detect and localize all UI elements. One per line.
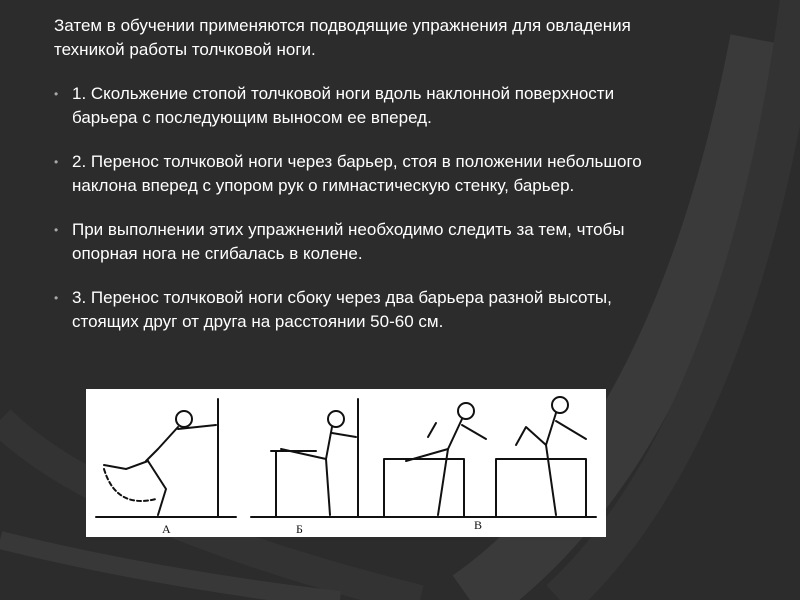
bullet-marker: • [54,87,59,101]
bullet-item [42,286,642,334]
bullet-text: 1. Скольжение стопой толчковой ноги вдоль наклонной поверхности барьера с последующим выносом ее вперед. [72,84,615,127]
bullet-marker: • [54,223,59,237]
bullet-marker: • [54,291,59,305]
figure-a-leg-swing [104,461,148,469]
figure-a-trajectory [104,469,156,501]
bullet-item [42,218,642,266]
figure-b-head [328,411,344,427]
bullet-text: 3. Перенос толчковой ноги сбоку через два барьера разной высоты, стоящих друг от друга на расстоянии 50-60 см. [72,288,612,331]
bullet-text: При выполнении этих упражнений необходимо следить за тем, чтобы опорная нога не сгибалась в колене. [72,220,625,263]
exercise-illustration [86,389,606,537]
figure-label-b: Б [296,522,303,536]
figure-label-c: В [474,518,483,532]
exercise-drawing [86,389,606,537]
barrier-c1 [384,459,464,517]
figure-b-leg-support [326,459,330,515]
figure-label-a: А [162,522,171,536]
figure-c2-torso [546,413,556,445]
figure-a-leg-support [148,461,166,515]
bullet-item [42,150,642,198]
bullet-marker: • [54,155,59,169]
figure-c2-head [552,397,568,413]
figure-c2-leg-support [546,445,556,515]
figure-a-torso [146,427,178,461]
intro-paragraph: Затем в обучении применяются подводящие упражнения для овладения техникой работы толчковой ноги. [54,16,631,59]
figure-c1-head [458,403,474,419]
barrier-c2 [496,459,586,517]
figure-b-arm [332,433,356,437]
bullet-item [42,82,642,130]
figure-c1-arm [462,425,486,439]
figure-c2-leg-raised [516,427,546,445]
figure-a-head [176,411,192,427]
figure-c2-arm [556,421,586,439]
figure-b-torso [326,427,332,459]
slide-text [42,14,642,354]
figure-c1-torso [448,419,462,449]
bullet-text: 2. Перенос толчковой ноги через барьер, стоя в положении небольшого наклона вперед с упором рук о гимнастическую стенку, барьер. [72,152,642,195]
motion-arrow [428,423,436,437]
